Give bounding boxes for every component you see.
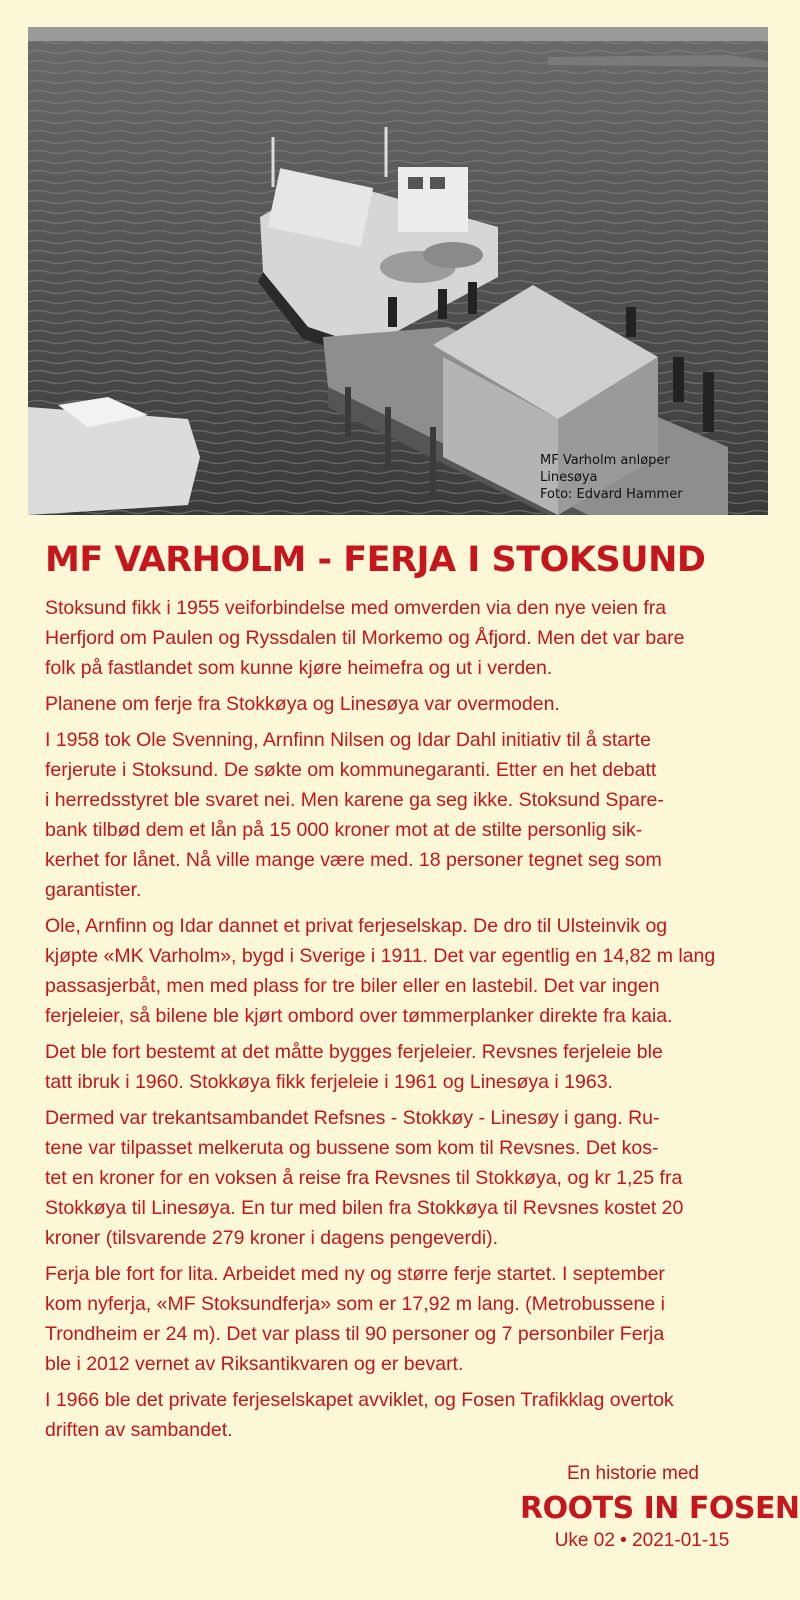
text-line: I 1958 tok Ole Svenning, Arnfinn Nilsen og Idar Dahl initiativ til å starte	[45, 729, 651, 751]
brand-intro: En historie med	[566, 1463, 699, 1484]
text-line: kroner (tilsvarende 279 kroner i dagens pengeverdi).	[45, 1227, 499, 1249]
text-line: Ferja ble fort for lita. Arbeidet med ny og større ferje startet. I september	[45, 1263, 665, 1285]
text-line: bank tilbød dem et lån på 15 000 kroner mot at de stilte personlig sik-	[45, 819, 643, 841]
text-line: Dermed var trekantsambandet Refsnes - Stokkøy - Linesøy i gang. Ru-	[45, 1107, 660, 1129]
paragraph	[45, 1385, 765, 1445]
text-line: ble i 2012 vernet av Riksantikvaren og er bevart.	[45, 1353, 464, 1375]
paragraph	[45, 725, 765, 905]
brand-name: ROOTS IN FOSEN	[520, 1491, 800, 1526]
caption-credit: Foto: Edvard Hammer	[540, 487, 683, 502]
paragraph	[45, 1259, 765, 1379]
text-line: passasjerbåt, men med plass for tre biler eller en lastebil. Det var ingen	[45, 975, 660, 997]
text-line: ferjerute i Stoksund. De søkte om kommunegaranti. Etter en het debatt	[45, 759, 657, 781]
text-line: Det ble fort bestemt at det måtte bygges ferjeleier. Revsnes ferjeleie ble	[45, 1041, 663, 1063]
paragraph	[45, 593, 765, 683]
caption-line: MF Varholm anløper	[540, 453, 670, 468]
text-line: driften av sambandet.	[45, 1419, 233, 1441]
paragraph	[45, 911, 765, 1031]
paragraph	[45, 1037, 765, 1097]
text-line: tene var tilpasset melkeruta og bussene som kom til Revsnes. Det kos-	[45, 1137, 659, 1159]
paragraph	[45, 689, 765, 719]
text-line: Ole, Arnfinn og Idar dannet et privat ferjeselskap. De dro til Ulsteinvik og	[45, 915, 668, 937]
text-line: Herfjord om Paulen og Ryssdalen til Morkemo og Åfjord. Men det var bare	[45, 627, 685, 649]
text-line: Planene om ferje fra Stokkøya og Linesøya var overmoden.	[45, 693, 560, 715]
text-line: kjøpte «MK Varholm», bygd i Sverige i 1911. Det var egentlig en 14,82 m lang	[45, 945, 716, 967]
text-line: tatt ibruk i 1960. Stokkøya fikk ferjeleie i 1961 og Linesøya i 1963.	[45, 1071, 613, 1093]
text-line: garantister.	[45, 879, 142, 901]
text-line: kom nyferja, «MF Stoksundferja» som er 17,92 m lang. (Metrobussene i	[45, 1293, 665, 1315]
text-line: ferjeleier, så bilene ble kjørt ombord over tømmerplanker direkte fra kaia.	[45, 1005, 673, 1027]
text-line: folk på fastlandet som kunne kjøre heimefra og ut i verden.	[45, 657, 553, 679]
ferry-photo-illustration	[28, 27, 768, 515]
caption-line: Linesøya	[540, 470, 598, 485]
ferry-photo	[28, 27, 768, 515]
text-line: i herredsstyret ble svaret nei. Men karene ga seg ikke. Stoksund Spare-	[45, 789, 664, 811]
text-line: Stokkøya til Linesøya. En tur med bilen fra Stokkøya til Revsnes kostet 20	[45, 1197, 684, 1219]
photo-caption	[540, 452, 683, 503]
brand-block	[520, 1463, 800, 1552]
paragraph	[45, 1103, 765, 1253]
article-title: MF VARHOLM - FERJA I STOKSUND	[45, 540, 706, 580]
issue-date: Uke 02 • 2021-01-15	[554, 1530, 730, 1551]
text-line: tet en kroner for en voksen å reise fra Revsnes til Stokkøya, og kr 1,25 fra	[45, 1167, 683, 1189]
text-line: Trondheim er 24 m). Det var plass til 90 personer og 7 personbiler Ferja	[45, 1323, 665, 1345]
text-line: kerhet for lånet. Nå ville mange være med. 18 personer tegnet seg som	[45, 849, 662, 871]
text-line: I 1966 ble det private ferjeselskapet avviklet, og Fosen Trafikklag overtok	[45, 1389, 674, 1411]
text-line: Stoksund fikk i 1955 veiforbindelse med omverden via den nye veien fra	[45, 597, 667, 619]
article-body	[45, 593, 765, 1451]
